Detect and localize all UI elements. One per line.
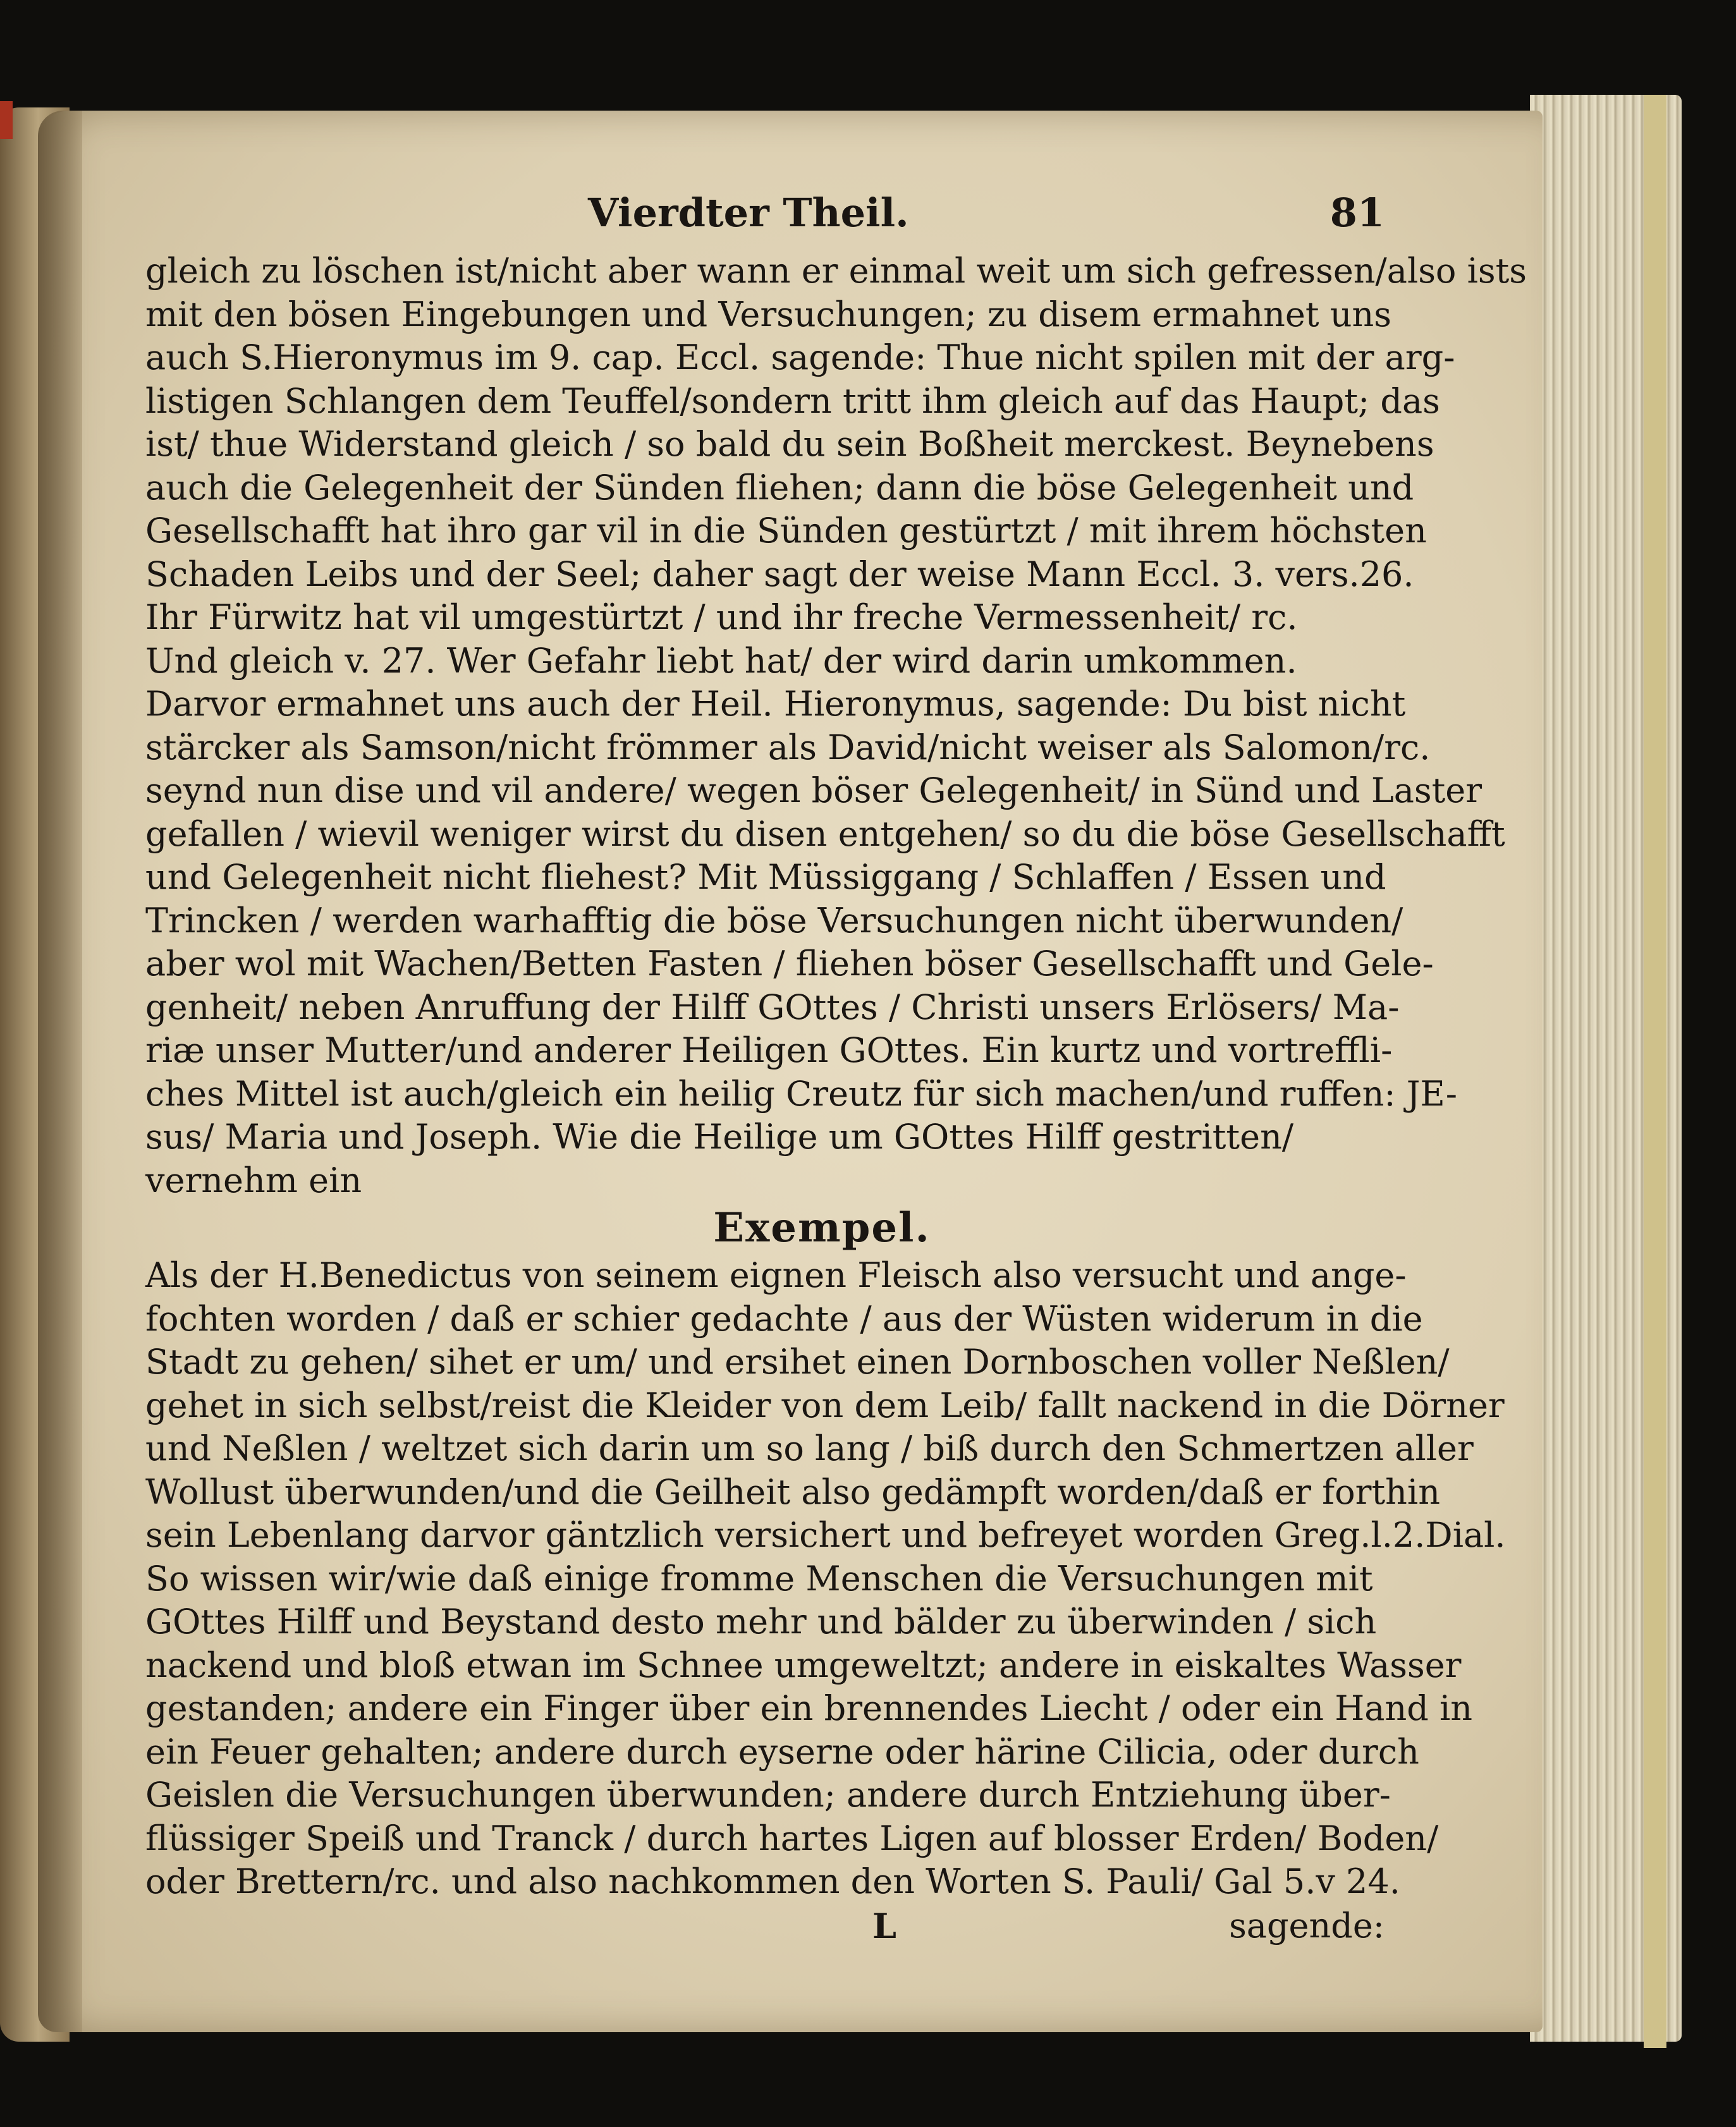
text-line: Darvor ermahnet uns auch der Heil. Hieronymus, sagende: Du bist nicht	[145, 684, 1406, 724]
text-line: auch S.Hieronymus im 9. cap. Eccl. sagende: Thue nicht spilen mit der arg-	[145, 338, 1455, 377]
page-content	[145, 190, 1527, 1948]
page-footer	[145, 1904, 1385, 1948]
text-line: seynd nun dise und vil andere/ wegen böser Gelegenheit/ in Sünd und Laster	[145, 771, 1482, 810]
text-line: genheit/ neben Anruffung der Hilff GOttes / Christi unsers Erlösers/ Ma-	[145, 987, 1400, 1027]
text-line: So wissen wir/wie daß einige fromme Menschen die Versuchungen mit	[145, 1558, 1373, 1599]
text-line: Und gleich v. 27. Wer Gefahr liebt hat/ der wird darin umkommen.	[145, 640, 1297, 681]
text-line: Schaden Leibs und der Seel; daher sagt der weise Mann Eccl. 3. vers.26.	[145, 554, 1414, 594]
catchword: sagende:	[1229, 1905, 1385, 1946]
text-line: stärcker als Samson/nicht frömmer als David/nicht weiser als Salomon/rc.	[145, 727, 1431, 767]
text-line: gehet in sich selbst/reist die Kleider von dem Leib/ fallt nackend in die Dörner	[145, 1385, 1505, 1425]
text-line: mit den bösen Eingebungen und Versuchungen; zu disem ermahnet uns	[145, 294, 1391, 334]
text-line: Geislen die Versuchungen überwunden; andere durch Entziehung über-	[145, 1775, 1391, 1815]
text-line: Trincken / werden warhafftig die böse Versuchungen nicht überwunden/	[145, 900, 1403, 941]
text-block-1	[145, 250, 1527, 1202]
text-line: GOttes Hilff und Beystand desto mehr und bälder zu überwinden / sich	[145, 1602, 1377, 1642]
running-title: Vierdter Theil.	[588, 190, 909, 236]
text-line: Stadt zu gehen/ sihet er um/ und ersihet einen Dornboschen voller Neßlen/	[145, 1342, 1450, 1382]
signature-mark: L	[872, 1905, 896, 1946]
text-line: und Gelegenheit nicht fliehest? Mit Müssiggang / Schlaffen / Essen und	[145, 857, 1386, 897]
text-line: gestanden; andere ein Finger über ein brennendes Liecht / oder ein Hand in	[145, 1688, 1473, 1728]
text-line: Als der H.Benedictus von seinem eignen Fleisch also versucht und ange-	[145, 1255, 1407, 1295]
page-number: 81	[1330, 190, 1385, 236]
text-line: Gesellschafft hat ihro gar vil in die Sünden gestürtzt / mit ihrem höchsten	[145, 511, 1427, 551]
text-block-2	[145, 1254, 1506, 1904]
text-line: ches Mittel ist auch/gleich ein heilig Creutz für sich machen/und ruffen: JE-	[145, 1073, 1458, 1114]
text-line: ein Feuer gehalten; andere durch eyserne oder härine Cilicia, oder durch	[145, 1731, 1419, 1772]
section-heading: Exempel.	[713, 1204, 931, 1252]
text-line: Ihr Fürwitz hat vil umgestürtzt / und ihr freche Vermessenheit/ rc.	[145, 597, 1298, 637]
text-line: gleich zu löschen ist/nicht aber wann er einmal weit um sich gefressen/also ists	[145, 251, 1527, 291]
text-line: gefallen / wievil weniger wirst du disen entgehen/ so du die böse Gesellschafft	[145, 814, 1505, 854]
text-line: und Neßlen / weltzet sich darin um so lang / biß durch den Schmertzen aller	[145, 1429, 1474, 1468]
text-line: auch die Gelegenheit der Sünden fliehen; dann die böse Gelegenheit und	[145, 467, 1414, 508]
text-line: nackend und bloß etwan im Schnee umgeweltzt; andere in eiskaltes Wasser	[145, 1645, 1462, 1685]
cover-edge	[1644, 95, 1666, 2048]
text-line: Wollust überwunden/und die Geilheit also gedämpft worden/daß er forthin	[145, 1472, 1440, 1512]
text-line: flüssiger Speiß und Tranck / durch hartes Ligen auf blosser Erden/ Boden/	[145, 1818, 1439, 1858]
text-line: ist/ thue Widerstand gleich / so bald du sein Boßheit merckest. Beynebens	[145, 424, 1434, 464]
text-line: sein Lebenlang darvor gäntzlich versichert und befreyet worden Greg.l.2.Dial.	[145, 1515, 1506, 1555]
text-line: riæ unser Mutter/und anderer Heiligen GOttes. Ein kurtz und vortreffli-	[145, 1030, 1393, 1070]
red-page-edge	[0, 101, 13, 139]
text-line: aber wol mit Wachen/Betten Fasten / fliehen böser Gesellschafft und Gele-	[145, 944, 1434, 984]
text-line: vernehm ein	[145, 1160, 362, 1200]
text-line: oder Brettern/rc. und also nachkommen den Worten S. Pauli/ Gal 5.v 24.	[145, 1862, 1400, 1901]
text-line: listigen Schlangen dem Teuffel/sondern tritt ihm gleich auf das Haupt; das	[145, 381, 1440, 421]
page-gutter	[38, 111, 82, 2032]
text-line: sus/ Maria und Joseph. Wie die Heilige um GOttes Hilff gestritten/	[145, 1117, 1294, 1157]
text-line: fochten worden / daß er schier gedachte / aus der Wüsten widerum in die	[145, 1298, 1423, 1339]
page-header	[145, 190, 1385, 250]
